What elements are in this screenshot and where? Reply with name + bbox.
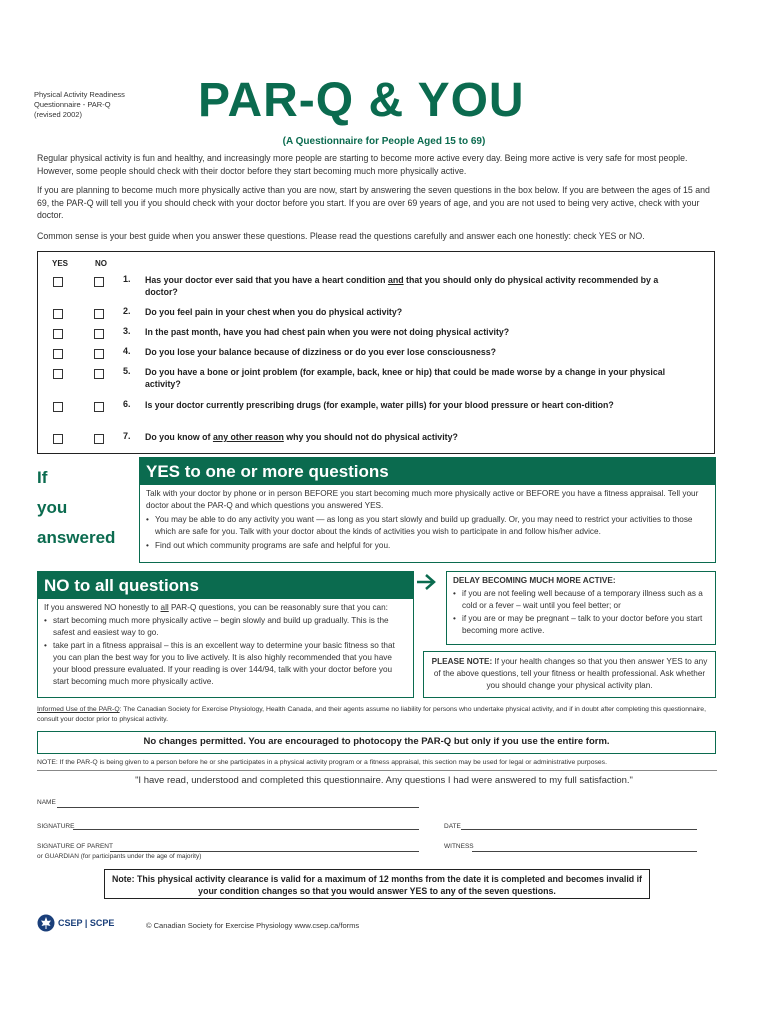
yes-checkbox[interactable]: [53, 434, 63, 444]
parent-signature-field[interactable]: [110, 850, 419, 852]
yes-section-bullet: • You may be able to do any activity you want — as long as you start slowly and build up gradually. Or, you may need to restrict your activities to those which are safe for you. Talk with your doctor about the kinds of activities you wish to participate in and follow his/her advice.: [146, 515, 693, 536]
question-number: 4.: [123, 346, 131, 356]
signature-label: SIGNATURE: [37, 823, 75, 830]
page-title: PAR-Q & YOU: [198, 74, 525, 127]
please-note-text: PLEASE NOTE: If your health changes so that you then answer YES to any of the above questions, tell your fitness or health professional. Ask whether you should change your physical activity plan.: [431, 657, 708, 690]
logo-text: CSEP | SCPE: [58, 918, 115, 928]
question-text: In the past month, have you had chest pain when you were not doing physical activity?: [145, 327, 510, 337]
form-id-line: Questionnaire - PAR-Q: [34, 100, 111, 109]
yes-checkbox[interactable]: [53, 329, 63, 339]
maple-leaf-icon: [37, 914, 55, 932]
administrative-note: NOTE: If the PAR-Q is being given to a person before he or she participates in a physical activity program or a fitness appraisal, this section may be used for legal or administrative purposes.: [37, 759, 607, 766]
no-section-intro: If you answered NO honestly to all PAR-Q questions, you can be reasonably sure that you can:: [44, 603, 388, 612]
yes-section-heading: YES to one or more questions: [140, 458, 715, 485]
question-number: 1.: [123, 274, 131, 284]
signature-field[interactable]: [73, 828, 419, 830]
please-note-box: [423, 651, 716, 698]
page-subtitle: (A Questionnaire for People Aged 15 to 69): [282, 136, 486, 147]
no-checkbox[interactable]: [94, 434, 104, 444]
yes-section-bullet: • Find out which community programs are safe and helpful for you.: [146, 541, 391, 550]
guardian-label: or GUARDIAN (for participants under the age of majority): [37, 853, 202, 860]
answered-word: answered: [37, 528, 116, 547]
name-label: NAME: [37, 799, 56, 806]
question-number: 7.: [123, 431, 131, 441]
copyright: © Canadian Society for Exercise Physiology www.csep.ca/forms: [146, 921, 360, 930]
questions-box: [37, 251, 715, 454]
yes-checkbox[interactable]: [53, 369, 63, 379]
no-checkbox[interactable]: [94, 277, 104, 287]
question-text: Do you know of any other reason why you should not do physical activity?: [145, 432, 458, 442]
declaration-statement: "I have read, understood and completed this questionnaire. Any questions I had were answered to my full satisfaction.": [135, 775, 633, 786]
witness-label: WITNESS: [444, 843, 474, 850]
question-text: Is your doctor currently prescribing drugs (for example, water pills) for your blood pressure or heart con-dition?: [145, 400, 614, 410]
delay-section: [446, 571, 716, 645]
question-text: Do you lose your balance because of dizziness or do you ever lose consciousness?: [145, 347, 497, 357]
witness-field[interactable]: [472, 850, 697, 852]
no-checkbox[interactable]: [94, 329, 104, 339]
question-text: Do you have a bone or joint problem (for example, back, knee or hip) that could be made worse by a change in your physical activity?: [145, 367, 666, 389]
yes-section: [139, 457, 716, 563]
no-checkbox[interactable]: [94, 349, 104, 359]
yes-checkbox[interactable]: [53, 349, 63, 359]
intro-paragraph-1: Regular physical activity is fun and healthy, and increasingly more people are starting to become more active every day. Being more active is very safe for most people. However, some people should check with their doctor before they start becoming much more physically active.: [37, 153, 688, 176]
form-identifier: [34, 90, 154, 120]
if-you-answered-label: [37, 463, 115, 553]
date-label: DATE: [444, 823, 461, 830]
no-changes-banner: No changes permitted. You are encouraged to photocopy the PAR-Q but only if you use the entire form.: [37, 731, 716, 754]
yes-section-text: Talk with your doctor by phone or in person BEFORE you start becoming much more physically active or BEFORE you have a fitness appraisal. Tell your doctor about the PAR-Q and which questions you answered YES.: [146, 489, 699, 510]
no-checkbox[interactable]: [94, 369, 104, 379]
question-number: 5.: [123, 366, 131, 376]
question-text: Do you feel pain in your chest when you do physical activity?: [145, 307, 403, 317]
no-section-bullet: • start becoming much more physically active – begin slowly and build up gradually. This is the safest and easiest way to go.: [44, 616, 389, 637]
name-field[interactable]: [57, 806, 419, 808]
divider: [37, 770, 717, 771]
no-section-heading: NO to all questions: [38, 572, 413, 599]
no-column-header: NO: [95, 259, 107, 268]
csep-logo: [37, 914, 114, 932]
delay-section-bullet: • if you are or may be pregnant – talk to your doctor before you start becoming more active.: [453, 614, 703, 635]
question-number: 3.: [123, 326, 131, 336]
question-number: 6.: [123, 399, 131, 409]
form-id-line: Physical Activity Readiness: [34, 90, 125, 99]
delay-section-heading: DELAY BECOMING MUCH MORE ACTIVE:: [453, 576, 616, 585]
no-checkbox[interactable]: [94, 402, 104, 412]
yes-checkbox[interactable]: [53, 277, 63, 287]
question-text: Has your doctor ever said that you have a heart condition and that you should only do physical activity recommended by a doctor?: [145, 275, 659, 297]
if-word: If: [37, 468, 48, 487]
date-field[interactable]: [461, 828, 697, 830]
yes-column-header: YES: [52, 259, 69, 268]
no-checkbox[interactable]: [94, 309, 104, 319]
parent-signature-label: SIGNATURE OF PARENT: [37, 843, 113, 850]
no-section: [37, 571, 414, 698]
informed-use-note: Informed Use of the PAR-Q: The Canadian Society for Exercise Physiology, Health Canada, and their agents assume no liability for persons who undertake physical activity, and if in doubt after completing this questionnaire, consult your doctor prior to physical activity.: [37, 706, 706, 723]
form-id-line: (revised 2002): [34, 110, 82, 119]
intro-paragraph-3: Common sense is your best guide when you answer these questions. Please read the questions carefully and answer each one honestly: check YES or NO.: [37, 231, 645, 241]
you-word: you: [37, 498, 68, 517]
delay-section-bullet: • if you are not feeling well because of a temporary illness such as a cold or a fever – wait until you feel better; or: [453, 589, 703, 610]
yes-checkbox[interactable]: [53, 402, 63, 412]
yes-checkbox[interactable]: [53, 309, 63, 319]
no-section-bullet: • take part in a fitness appraisal – this is an excellent way to determine your basic fitness so that you can plan the best way for you to live actively. It is also highly recommended that you have your blood pressure evaluated. If your reading is over 144/94, talk with your doctor before you start becoming much more physically active.: [44, 641, 395, 686]
question-number: 2.: [123, 306, 131, 316]
arrow-right-icon: [416, 573, 438, 596]
intro-paragraph-2: If you are planning to become much more physically active than you are now, start by answering the seven questions in the box below. If you are between the ages of 15 and 69, the PAR-Q will tell you if you should check with your doctor before you start. If you are over 69 years of age, and you are not used to being very active, check with your doctor.: [37, 185, 710, 220]
validity-note: Note: This physical activity clearance is valid for a maximum of 12 months from the date it is completed and becomes invalid if your condition changes so that you would answer YES to any of the seven questions.: [104, 869, 650, 899]
